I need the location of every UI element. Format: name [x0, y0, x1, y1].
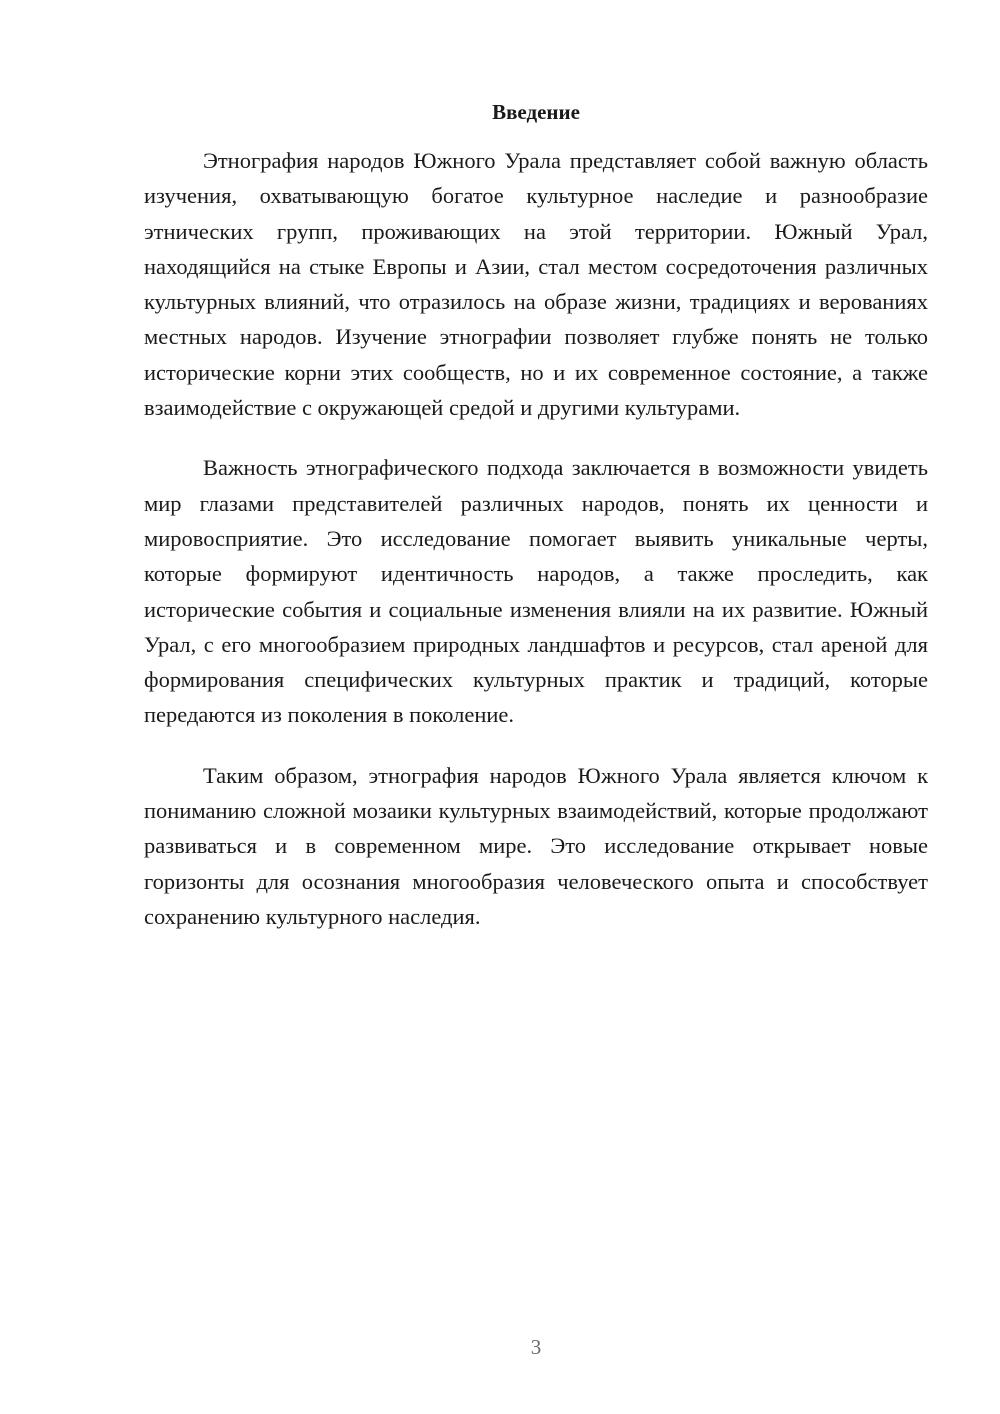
paragraph-3: Таким образом, этнография народов Южного Урала является ключом к пониманию сложной мозаики культурных взаимодействий, которые продолжают развиваться и в современном мире. Это исследование открывает новые горизонты для осознания многообразия человеческого опыта и способствует сохранению культурного наследия.	[144, 762, 928, 929]
section-title: Введение	[492, 100, 580, 124]
paragraph-2: Важность этнографического подхода заключается в возможности увидеть мир глазами представителей различных народов, понять их ценности и мировосприятие. Это исследование помогает выявить уникальные черты, которые формируют идентичность народов, а также проследить, как исторические события и социальные изменения влияли на их развитие. Южный Урал, с его многообразием природных ландшафтов и ресурсов, стал ареной для формирования специфических культурных практик и традиций, которые передаются из поколения в поколение.	[144, 455, 928, 728]
body-text	[144, 143, 928, 959]
page-number: 3	[530, 1335, 542, 1359]
paragraph-1: Этнография народов Южного Урала представляет собой важную область изучения, охватывающую богатое культурное наследие и разнообразие этнических групп, проживающих на этой территории. Южный Урал, находящийся на стыке Европы и Азии, стал местом сосредоточения различных культурных влияний, что отразилось на образе жизни, традициях и верованиях местных народов. Изучение этнографии позволяет глубже понять не только исторические корни этих сообществ, но и их современное состояние, а также взаимодействие с окружающей средой и другими культурами.	[144, 148, 928, 421]
